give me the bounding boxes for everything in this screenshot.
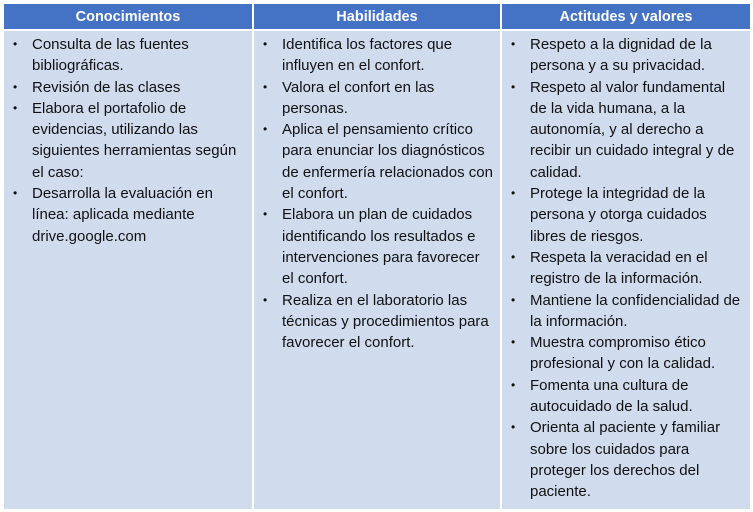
- list-item-text: Aplica el pensamiento crítico para enunciar los diagnósticos de enfermería relacionados con el confort.: [282, 121, 493, 203]
- list-item: [10, 98, 246, 183]
- list-item-text: Consulta de las fuentes bibliográficas.: [32, 36, 189, 75]
- list-item: [260, 290, 494, 354]
- bullet-icon: •: [511, 420, 516, 435]
- header-actitudes-valores: Actitudes y valores: [501, 4, 750, 30]
- list-item-text: Protege la integridad de la persona y otorga cuidados libres de riesgos.: [530, 185, 707, 245]
- list-item-text: Valora el confort en las personas.: [282, 78, 435, 117]
- content-row: [4, 30, 750, 509]
- list-item: [10, 34, 246, 77]
- list-item-text: Elabora un plan de cuidados identificando los resultados e intervenciones para favorecer el confort.: [282, 206, 480, 288]
- list-item-text: Muestra compromiso ético profesional y con la calidad.: [530, 334, 716, 373]
- list-item-text: Identifica los factores que influyen en el confort.: [282, 36, 453, 75]
- list-item: [508, 417, 744, 502]
- header-conocimientos: Conocimientos: [4, 4, 253, 30]
- competencies-table: [4, 4, 750, 509]
- bullet-icon: •: [263, 122, 268, 137]
- list-item-text: Desarrolla la evaluación en línea: aplicada mediante drive.google.com: [32, 185, 213, 245]
- column-conocimientos: [4, 30, 253, 509]
- header-row: [4, 4, 750, 30]
- bullet-icon: •: [511, 186, 516, 201]
- list-item: [260, 119, 494, 204]
- list-item: [260, 204, 494, 289]
- bullet-icon: •: [511, 249, 516, 264]
- list-item: [508, 247, 744, 290]
- bullet-icon: •: [511, 377, 516, 392]
- bullet-icon: •: [13, 186, 18, 201]
- list-item-text: Realiza en el laboratorio las técnicas y procedimientos para favorecer el confort.: [282, 291, 489, 352]
- list-item: [508, 375, 744, 418]
- list-item: [508, 290, 744, 333]
- bullet-icon: •: [263, 37, 268, 51]
- bullet-icon: •: [13, 37, 18, 51]
- list-item: [260, 77, 494, 120]
- bullet-icon: •: [263, 207, 268, 222]
- bullet-icon: •: [511, 37, 516, 51]
- bullet-icon: •: [13, 79, 18, 94]
- list-item: [10, 183, 246, 247]
- list-item-text: Revisión de las clases: [32, 78, 181, 96]
- bullet-icon: •: [13, 100, 18, 115]
- bullet-icon: •: [511, 292, 516, 307]
- bullet-icon: •: [263, 79, 268, 94]
- actitudes-valores-list: [508, 34, 744, 503]
- list-item: [508, 77, 744, 183]
- list-item-text: Orienta al paciente y familiar sobre los cuidados para proteger los derechos del paciente.: [530, 419, 721, 501]
- list-item-text: Fomenta una cultura de autocuidado de la salud.: [530, 376, 693, 416]
- bullet-icon: •: [511, 335, 516, 350]
- list-item: [10, 77, 246, 98]
- habilidades-list: [260, 34, 494, 353]
- list-item-text: Respeta la veracidad en el registro de la información.: [530, 248, 708, 288]
- column-habilidades: [253, 30, 501, 509]
- list-item: [508, 34, 744, 77]
- list-item: [508, 332, 744, 375]
- bullet-icon: •: [263, 292, 268, 307]
- list-item-text: Respeto al valor fundamental de la vida humana, a la autonomía, y al derecho a recibir un cuidado integral y de calidad.: [530, 78, 735, 181]
- list-item-text: Respeto a la dignidad de la persona y a su privacidad.: [530, 36, 712, 75]
- conocimientos-list: [10, 34, 246, 247]
- list-item-text: Elabora el portafolio de evidencias, utilizando las siguientes herramientas según el caso:: [32, 99, 237, 181]
- list-item: [260, 34, 494, 77]
- column-actitudes-valores: [501, 30, 750, 509]
- list-item-text: Mantiene la confidencialidad de la información.: [530, 291, 741, 330]
- bullet-icon: •: [511, 79, 516, 94]
- list-item: [508, 183, 744, 247]
- competencies-table-wrapper: [3, 3, 751, 510]
- header-habilidades: Habilidades: [253, 4, 501, 30]
